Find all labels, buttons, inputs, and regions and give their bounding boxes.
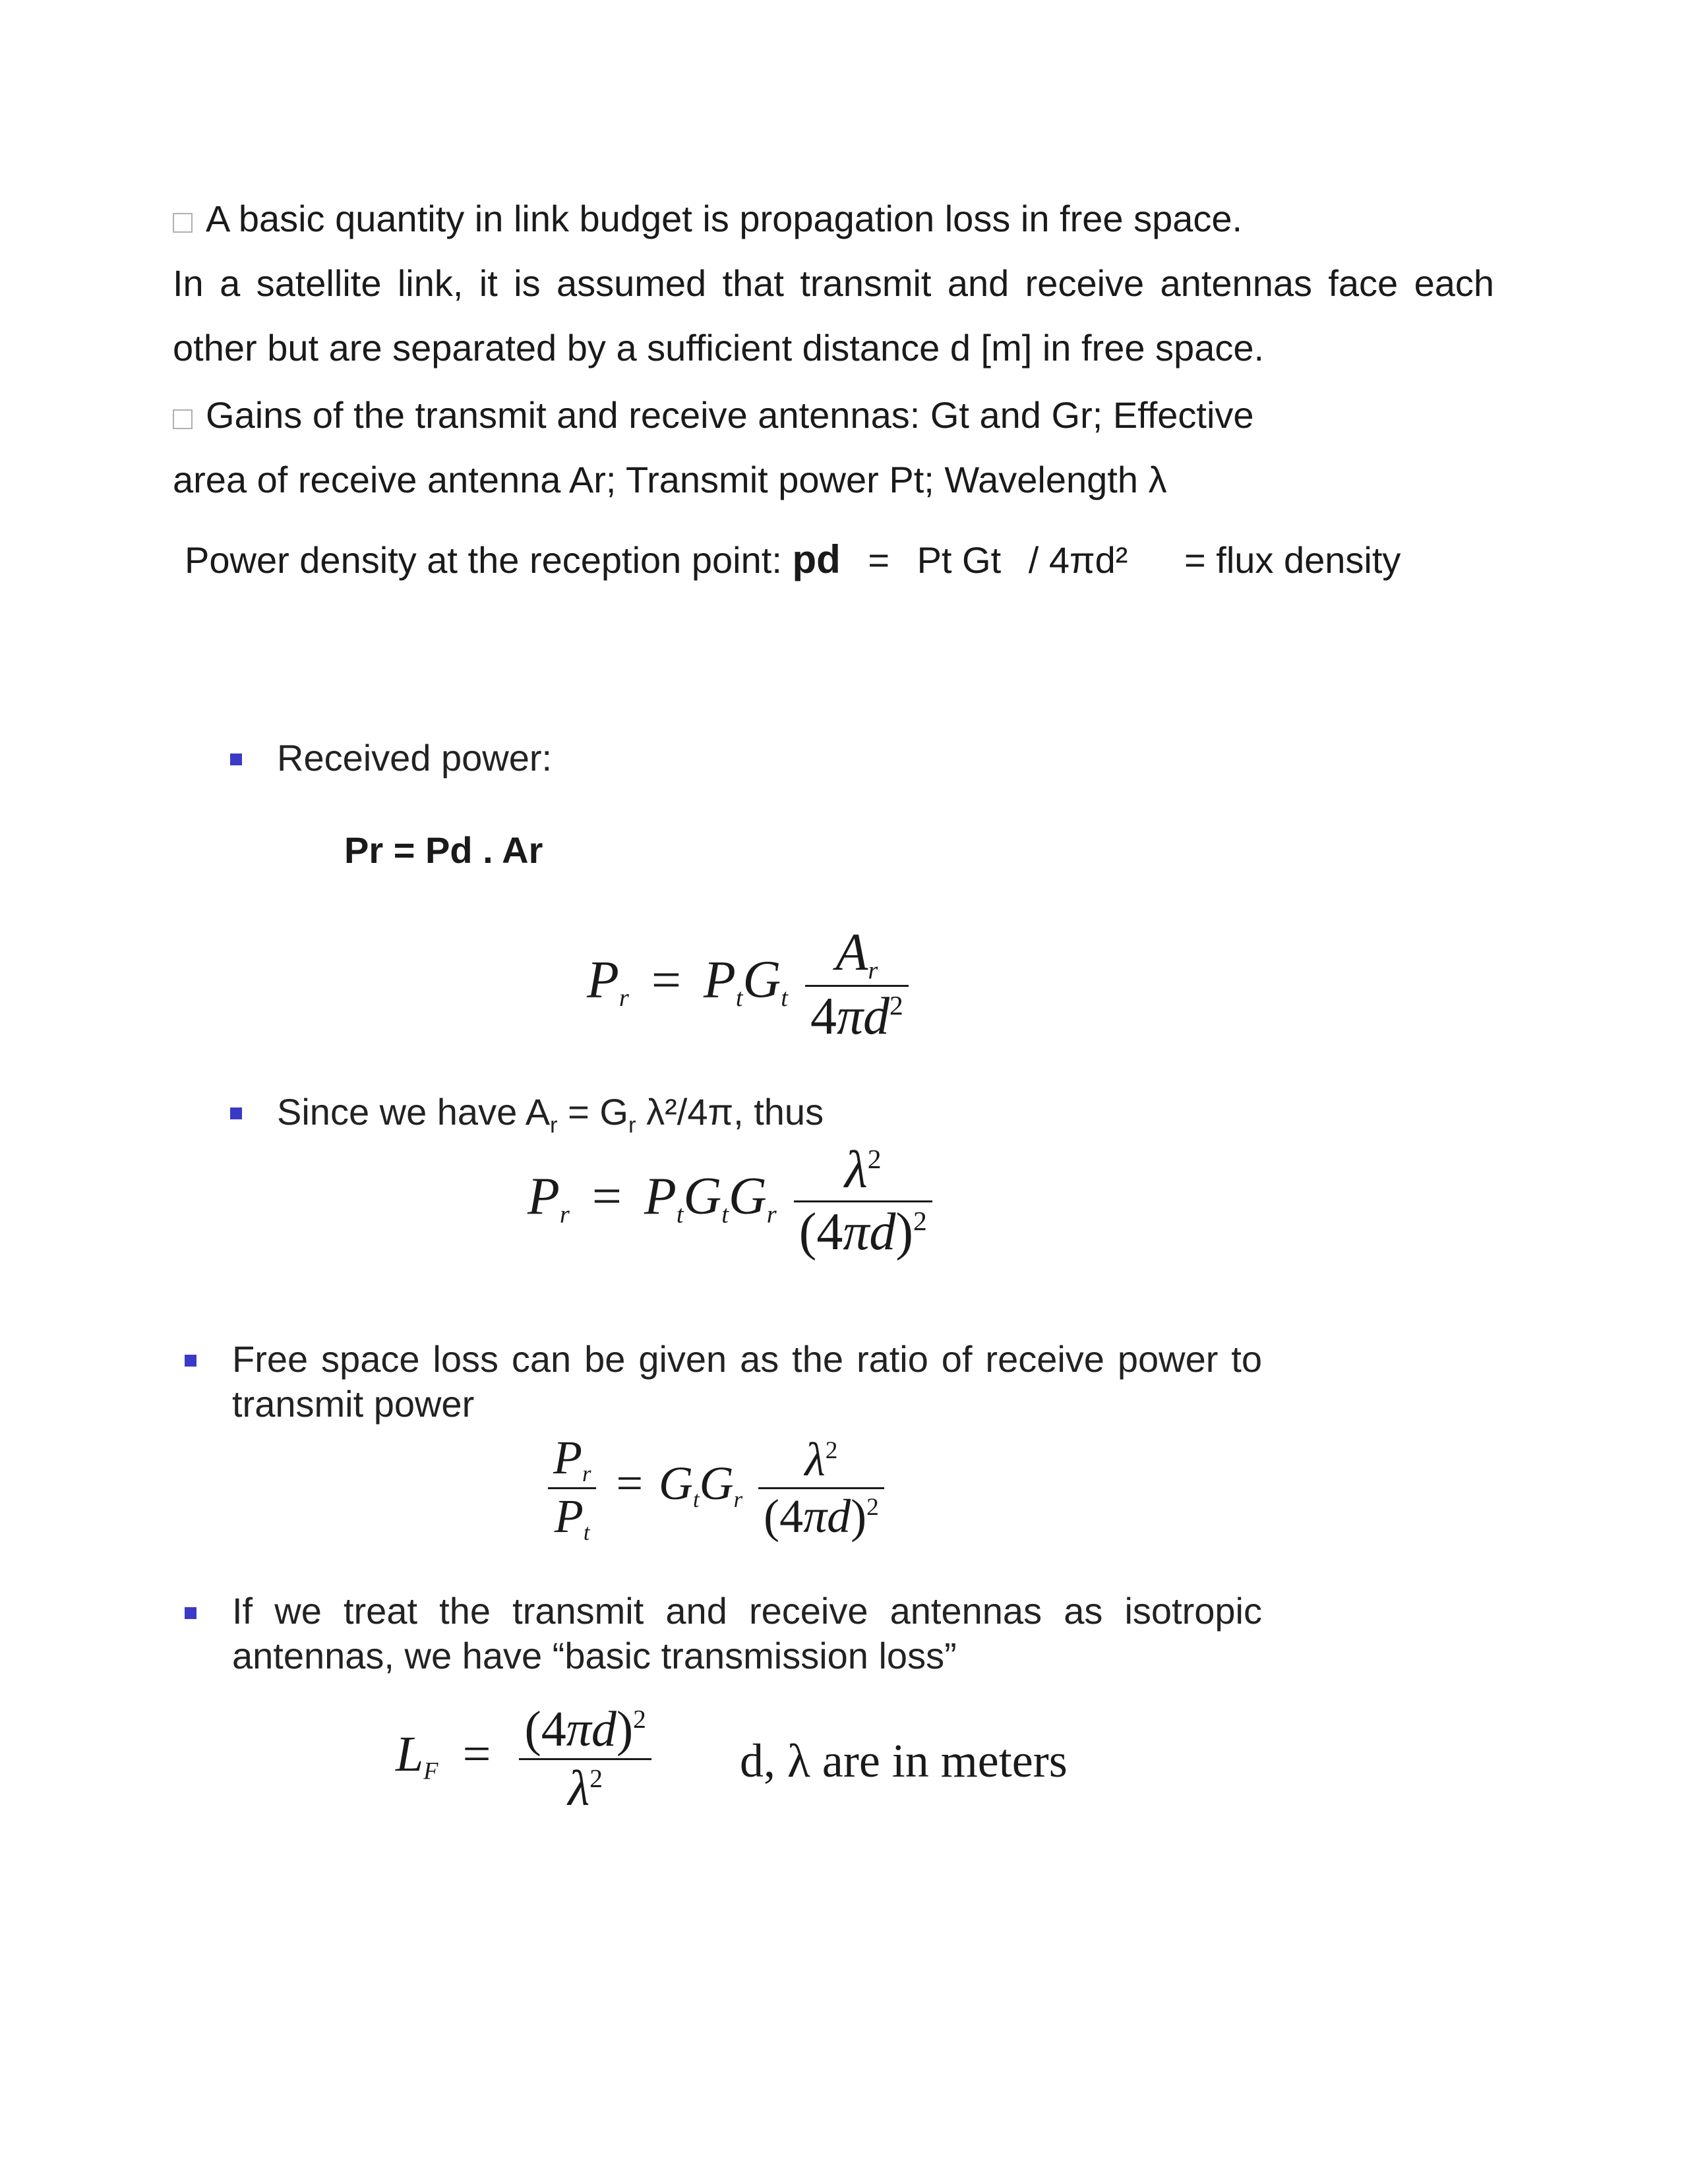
bullet-icon (185, 1355, 196, 1367)
bullet-icon (185, 1607, 196, 1619)
intro-line-4: Gains of the transmit and receive antennas: Gt and Gr; Effective (173, 394, 1254, 436)
fraction: $\frac{\lambda^2}{(4\pi d)^2}$ (758, 1432, 884, 1544)
intro-line-5: area of receive antenna Ar; Transmit power Pt; Wavelength λ (173, 459, 1167, 500)
units-note: d, λ are in meters (740, 1734, 1068, 1787)
fraction: $\frac{Ar}{4\pi d^2}$ (805, 923, 909, 1047)
isotropic-text-2: antennas, we have “basic transmission loss” (232, 1635, 957, 1676)
since-text: Since we have $A_r = G_r$ λ²/4π, thus (277, 1091, 824, 1138)
equation-ratio: $\frac{Pr}{Pt}$ = GtGr $\frac{\lambda^2}{(4\pi d)^2}$ (544, 1431, 888, 1546)
equation-received-power: Pr = PtGt $\frac{Ar}{4\pi d^2}$ (587, 923, 913, 1047)
intro-line-2: In a satellite link, it is assumed that transmit and receive antennas face each (173, 262, 1494, 304)
power-density-denominator: / 4πd² (1028, 539, 1128, 581)
power-density-numerator: Pt Gt (917, 539, 1002, 581)
power-density-tail: = flux density (1184, 539, 1401, 581)
bullet-icon (230, 1107, 242, 1119)
intro-line-3: other but are separated by a sufficient distance d [m] in free space. (173, 327, 1265, 369)
power-density-line (185, 539, 1401, 581)
equation-basic-loss: LF = $\frac{(4\pi d)^2}{\lambda^2}$ (396, 1701, 655, 1817)
free-space-text-2: transmit power (232, 1383, 475, 1425)
checkbox-glyph-icon (173, 213, 193, 233)
equation-friis: Pr = PtGtGr $\frac{\lambda^2}{(4\pi d)^2}$ (528, 1140, 936, 1262)
intro-line-1: A basic quantity in link budget is propagation loss in free space. (173, 198, 1242, 240)
received-power-label: Received power: (277, 737, 553, 779)
checkbox-glyph-icon (173, 409, 193, 429)
power-density-equals: = (868, 539, 890, 581)
isotropic-text-1: If we treat the transmit and receive antennas as isotropic (232, 1590, 1262, 1632)
received-power-formula: Pr = Pd . Ar (344, 829, 543, 871)
fraction: $\frac{\lambda^2}{(4\pi d)^2}$ (794, 1140, 932, 1262)
fraction: $\frac{(4\pi d)^2}{\lambda^2}$ (519, 1701, 651, 1817)
power-density-symbol: pd (792, 537, 841, 581)
bullet-icon (230, 753, 242, 765)
fraction: $\frac{Pr}{Pt}$ (548, 1431, 596, 1546)
free-space-text-1: Free space loss can be given as the ratio of receive power to (232, 1338, 1262, 1380)
power-density-label: Power density at the reception point: (185, 539, 782, 581)
